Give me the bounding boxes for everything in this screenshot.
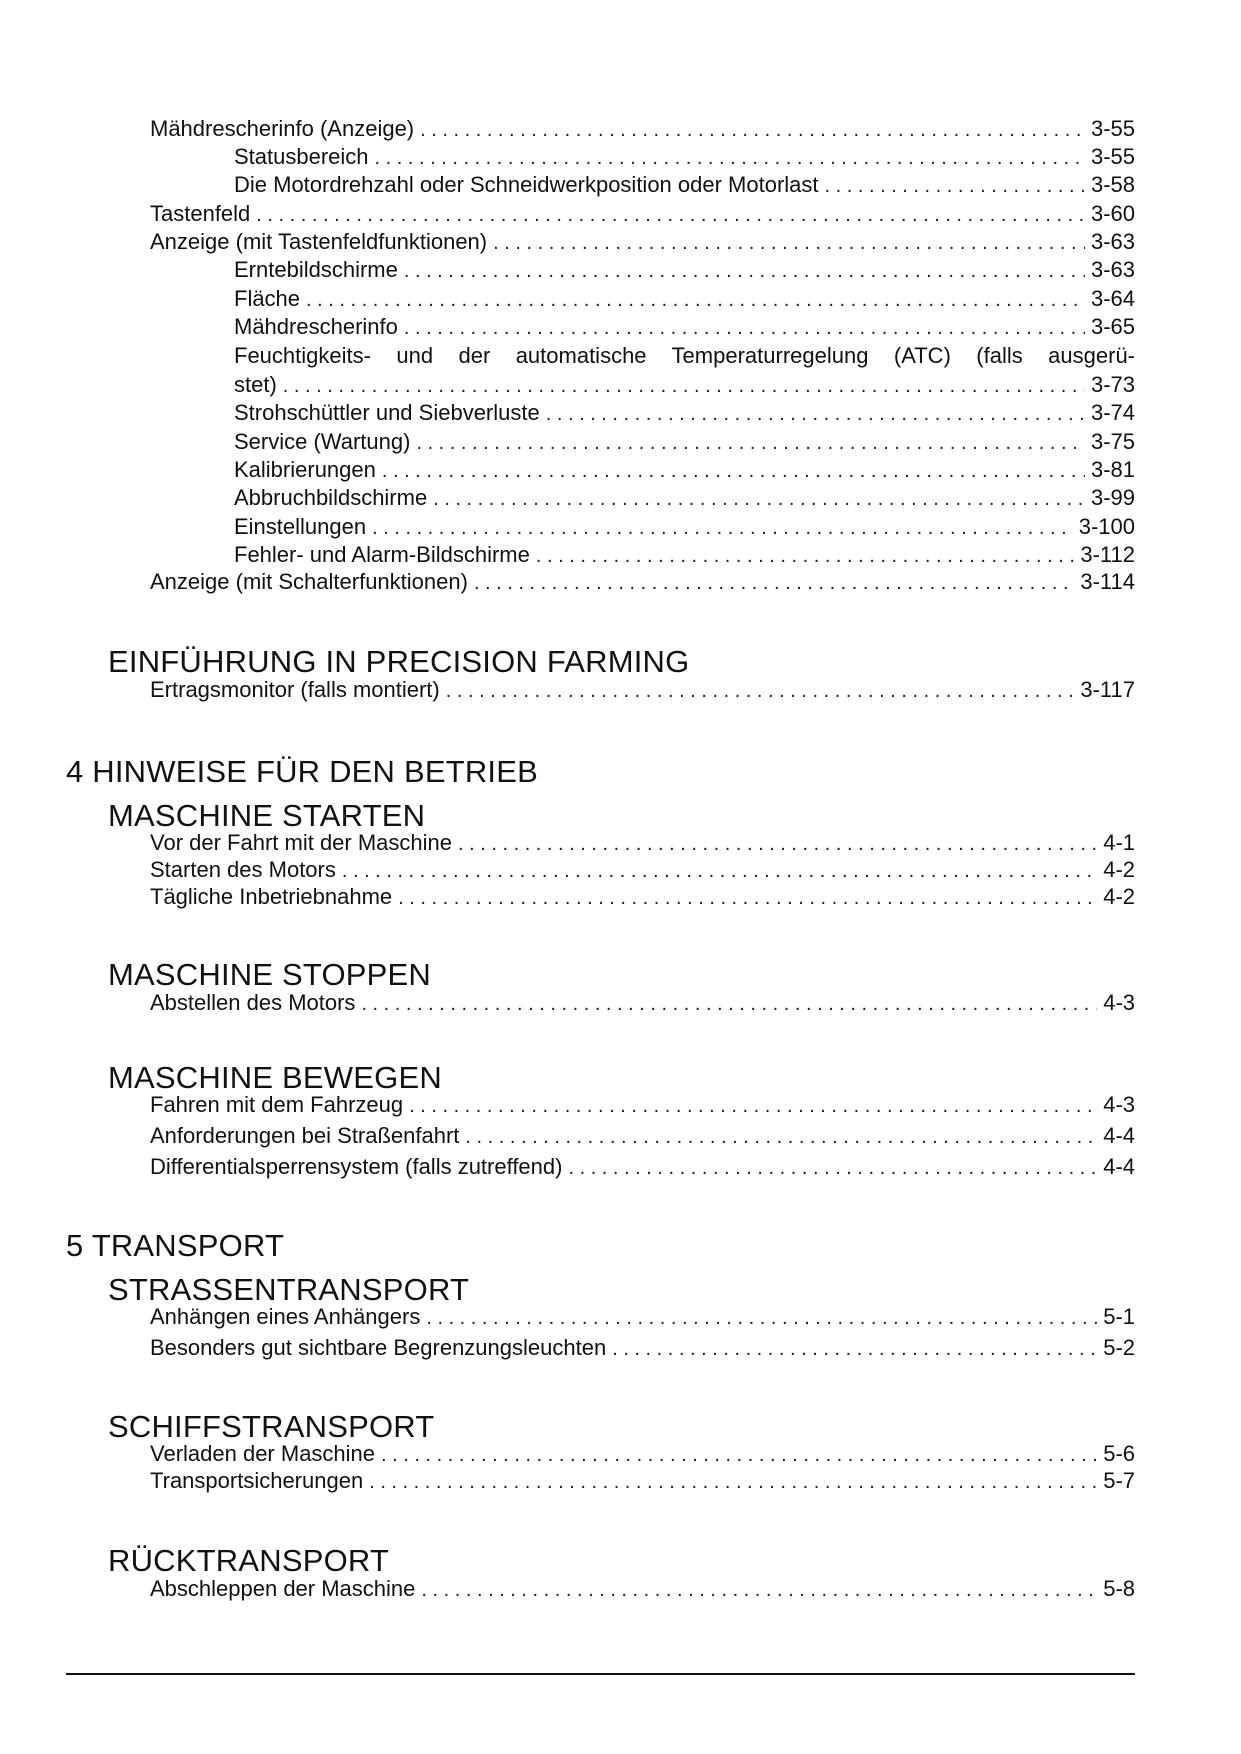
toc-entry	[150, 1153, 1135, 1181]
toc-entry-title: Tastenfeld	[150, 201, 251, 226]
section-heading: SCHIFFSTRANSPORT	[108, 1409, 435, 1444]
section-heading: MASCHINE BEWEGEN	[108, 1060, 442, 1095]
toc-entry-title: Ertragsmonitor (falls montiert)	[150, 677, 440, 702]
toc-entry-page: 3-75	[1090, 429, 1135, 454]
dot-leader	[420, 116, 1085, 144]
toc-entry-page: 4-4	[1103, 1123, 1135, 1148]
toc-entry-page: 3-100	[1078, 514, 1135, 539]
toc-entry-page: 3-63	[1090, 229, 1135, 254]
toc-entry-page: 3-65	[1090, 314, 1135, 339]
toc-entry	[150, 676, 1135, 704]
toc-entry-title: Abstellen des Motors	[150, 990, 356, 1015]
toc-entry-page: 3-63	[1090, 257, 1135, 282]
toc-entry-title: Mähdrescherinfo	[234, 314, 398, 339]
dot-leader	[493, 229, 1085, 257]
toc-entry-page: 5-8	[1103, 1576, 1135, 1601]
dot-leader	[361, 990, 1097, 1018]
toc-entry-page: 3-55	[1090, 144, 1135, 169]
toc-entry	[150, 1440, 1135, 1468]
toc-entry	[150, 1091, 1135, 1119]
toc-entry-title: Besonders gut sichtbare Begrenzungsleuchten	[150, 1335, 607, 1360]
dot-leader	[612, 1335, 1097, 1363]
toc-entry-title: stet)	[234, 372, 277, 397]
toc-entry	[150, 1575, 1135, 1603]
toc-entry	[150, 829, 1135, 857]
toc-entry	[150, 1122, 1135, 1150]
toc-entry-title: Tägliche Inbetriebnahme	[150, 884, 393, 909]
toc-entry	[234, 428, 1135, 456]
dot-leader	[382, 457, 1085, 485]
toc-entry-title: Fläche	[234, 286, 301, 311]
dot-leader	[375, 144, 1085, 172]
toc-entry-title: Abschleppen der Maschine	[150, 1576, 416, 1601]
toc-entry	[150, 228, 1135, 256]
section-heading: STRASSENTRANSPORT	[108, 1272, 470, 1307]
toc-entry-title: Verladen der Maschine	[150, 1441, 376, 1466]
toc-entry-page: 3-64	[1090, 286, 1135, 311]
toc-entry-page: 5-7	[1103, 1468, 1135, 1493]
toc-entry-page: 3-114	[1080, 569, 1135, 594]
toc-entry	[150, 1467, 1135, 1495]
toc-entry-title: Starten des Motors	[150, 857, 336, 882]
toc-entry	[234, 285, 1135, 313]
toc-entry	[150, 115, 1135, 143]
toc-entry-title: Transportsicherungen	[150, 1468, 364, 1493]
chapter-heading: 4 HINWEISE FÜR DEN BETRIEB	[66, 754, 538, 789]
toc-entry	[150, 200, 1135, 228]
toc-entry-title: Kalibrierungen	[234, 457, 376, 482]
toc-entry-page: 3-74	[1090, 400, 1135, 425]
toc-entry-title: Anforderungen bei Straßenfahrt	[150, 1123, 460, 1148]
toc-entry-title: Fehler- und Alarm-Bildschirme	[234, 542, 530, 567]
toc-entry-title: Die Motordrehzahl oder Schneidwerkposition oder Motorlast	[234, 172, 819, 197]
section-heading: RÜCKTRANSPORT	[108, 1543, 390, 1578]
dot-leader	[398, 884, 1097, 912]
toc-entry-title: Vor der Fahrt mit der Maschine	[150, 830, 453, 855]
section-heading: MASCHINE STOPPEN	[108, 957, 432, 992]
toc-entry-page: 3-112	[1080, 542, 1135, 567]
dot-leader	[546, 400, 1085, 428]
dot-leader	[404, 314, 1085, 342]
toc-entry-title: Strohschüttler und Siebverluste	[234, 400, 540, 425]
toc-entry	[150, 989, 1135, 1017]
dot-leader	[256, 201, 1085, 229]
dot-leader	[446, 677, 1075, 705]
toc-entry-title: Anhängen eines Anhängers	[150, 1304, 421, 1329]
toc-entry-page: 3-73	[1090, 372, 1135, 397]
toc-entry-title: Abbruchbildschirme	[234, 485, 428, 510]
section-heading: EINFÜHRUNG IN PRECISION FARMING	[108, 644, 690, 679]
dot-leader	[283, 372, 1085, 400]
toc-entry-wrapped-line: Feuchtigkeits- und der automatische Temperaturregelung (ATC) (falls ausgerü-	[234, 343, 1135, 368]
toc-entry-title: Service (Wartung)	[234, 429, 411, 454]
footer-rule	[66, 1673, 1135, 1675]
dot-leader	[474, 569, 1074, 597]
toc-entry-title: Differentialsperrensystem (falls zutreffend)	[150, 1154, 563, 1179]
toc-entry	[234, 456, 1135, 484]
toc-entry-page: 3-81	[1090, 457, 1135, 482]
toc-entry-page: 4-3	[1103, 1092, 1135, 1117]
dot-leader	[421, 1576, 1097, 1604]
dot-leader	[825, 172, 1085, 200]
dot-leader	[568, 1154, 1097, 1182]
dot-leader	[426, 1304, 1097, 1332]
toc-entry-page: 4-2	[1103, 884, 1135, 909]
toc-entry	[234, 541, 1135, 569]
toc-entry	[234, 171, 1135, 199]
toc-entry	[234, 513, 1135, 541]
toc-entry-title: Anzeige (mit Tastenfeldfunktionen)	[150, 229, 488, 254]
toc-entry-page: 4-3	[1103, 990, 1135, 1015]
dot-leader	[372, 514, 1073, 542]
toc-entry-page: 5-6	[1103, 1441, 1135, 1466]
toc-entry-title: Anzeige (mit Schalterfunktionen)	[150, 569, 468, 594]
dot-leader	[404, 257, 1085, 285]
dot-leader	[369, 1468, 1097, 1496]
toc-entry	[234, 371, 1135, 399]
toc-entry-page: 4-1	[1103, 830, 1135, 855]
toc-entry-title: Statusbereich	[234, 144, 369, 169]
dot-leader	[465, 1123, 1097, 1151]
toc-entry	[150, 883, 1135, 911]
toc-entry-page: 3-58	[1090, 172, 1135, 197]
toc-entry-page: 4-2	[1103, 857, 1135, 882]
toc-entry-page: 3-99	[1090, 485, 1135, 510]
toc-entry-page: 3-60	[1090, 201, 1135, 226]
toc-entry-title: Mähdrescherinfo (Anzeige)	[150, 116, 415, 141]
toc-entry	[150, 1334, 1135, 1362]
toc-entry	[150, 856, 1135, 884]
chapter-heading: 5 TRANSPORT	[66, 1228, 285, 1263]
toc-entry-title: Fahren mit dem Fahrzeug	[150, 1092, 404, 1117]
dot-leader	[536, 542, 1074, 570]
toc-entry	[234, 399, 1135, 427]
toc-entry-title: Einstellungen	[234, 514, 367, 539]
dot-leader	[381, 1441, 1097, 1469]
toc-entry	[150, 1303, 1135, 1331]
toc-entry	[234, 256, 1135, 284]
dot-leader	[416, 429, 1085, 457]
toc-entry	[234, 313, 1135, 341]
toc-entry	[234, 143, 1135, 171]
toc-entry	[150, 568, 1135, 596]
dot-leader	[306, 286, 1085, 314]
toc-entry-page: 4-4	[1103, 1154, 1135, 1179]
dot-leader	[458, 830, 1097, 858]
toc-entry-page: 3-117	[1080, 677, 1135, 702]
toc-entry-page: 5-1	[1103, 1304, 1135, 1329]
dot-leader	[433, 485, 1085, 513]
toc-entry-title: Erntebildschirme	[234, 257, 398, 282]
toc-entry-page: 5-2	[1103, 1335, 1135, 1360]
dot-leader	[342, 857, 1097, 885]
dot-leader	[409, 1092, 1097, 1120]
section-heading: MASCHINE STARTEN	[108, 798, 426, 833]
toc-entry-page: 3-55	[1090, 116, 1135, 141]
toc-entry	[234, 484, 1135, 512]
